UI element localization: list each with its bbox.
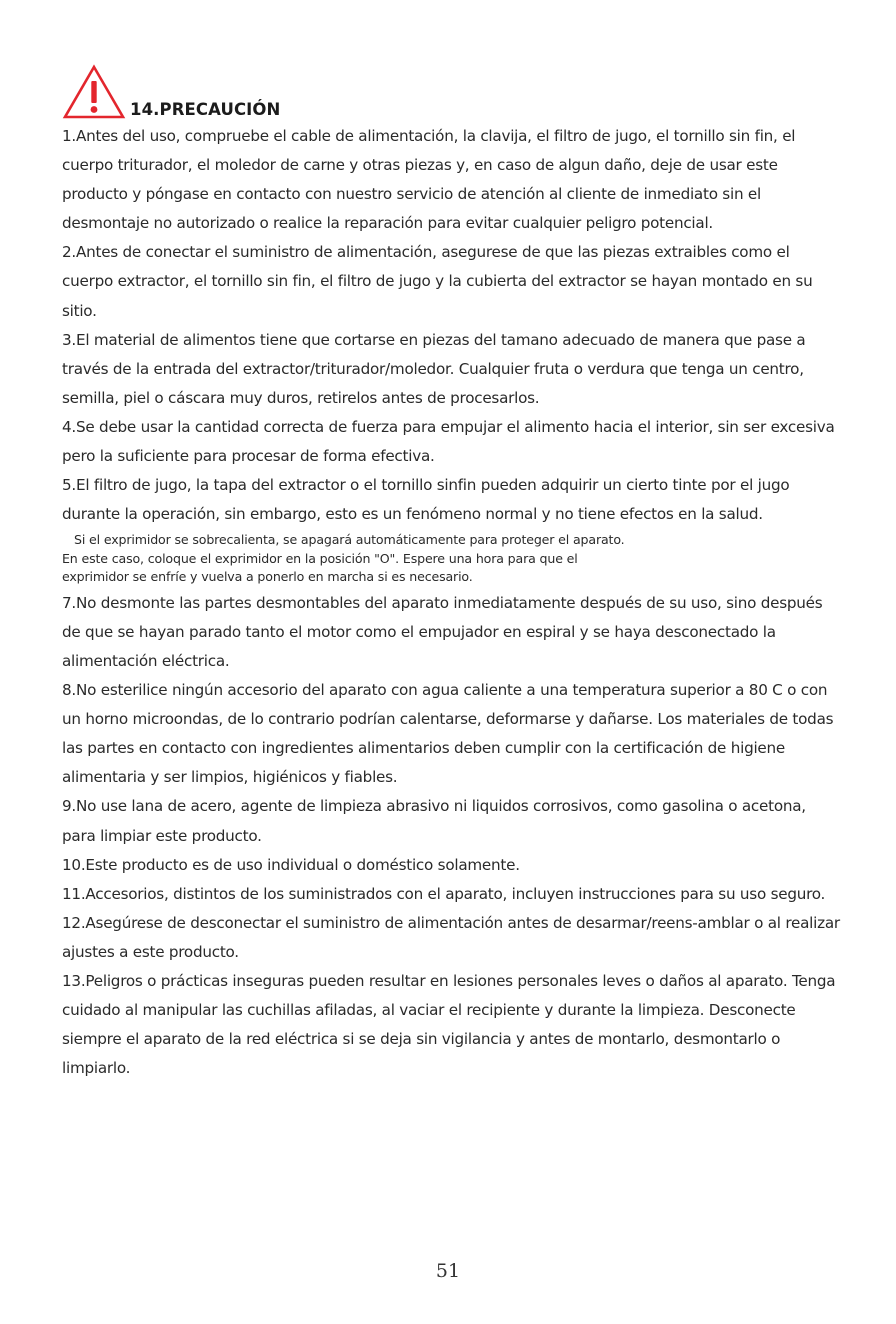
warning-triangle-icon [62,64,126,120]
overheat-note-line: En este caso, coloque el exprimidor en la posición "O". Espere una hora para que el [62,550,578,566]
overheat-note-line: Si el exprimidor se sobrecalienta, se apagará automáticamente para proteger el aparato. [74,532,625,548]
precaution-item: 12.Asegúrese de desconectar el suministro de alimentación antes de desarmar/reens-amblar o al realizar ajustes a este producto. [62,913,840,961]
precaution-item: 10.Este producto es de uso individual o doméstico solamente. [62,855,520,874]
precaution-item: 8.No esterilice ningún accesorio del aparato con agua caliente a una temperatura superior a 80 C o con un horno microondas, de lo contrario podrían calentarse, deformarse y dañarse. Los materiales de todas las partes en contacto con ingredientes alimentarios deben cumplir con la certificación de higiene alimentaria y ser limpios, higiénicos y fiables. [62,681,834,787]
overheat-note [62,531,840,587]
precaution-item: 1.Antes del uso, compruebe el cable de alimentación, la clavija, el filtro de jugo, el tornillo sin fin, el cuerpo triturador, el moledor de carne y otras piezas y, en caso de algun daño, deje de usar este producto y póngase en contacto con nuestro servicio de atención al cliente de inmediato sin el desmontaje no autorizado o realice la reparación para evitar cualquier peligro potencial. [62,127,796,233]
precaution-item: 11.Accesorios, distintos de los suministrados con el aparato, incluyen instrucciones para su uso seguro. [62,884,826,903]
precaution-item: 2.Antes de conectar el suministro de alimentación, asegurese de que las piezas extraibles como el cuerpo extractor, el tornillo sin fin, el filtro de jugo y la cubierta del extractor se hayan montado en su sitio. [62,243,813,320]
precautions-list [62,122,840,1083]
precaution-item: 9.No use lana de acero, agente de limpieza abrasivo ni liquidos corrosivos, como gasolina o acetona, para limpiar este producto. [62,797,806,845]
page-number: 51 [435,1260,461,1282]
section-title: 14.PRECAUCIÓN [130,100,281,119]
precaution-item: 13.Peligros o prácticas inseguras pueden resultar en lesiones personales leves o daños al aparato. Tenga cuidado al manipular las cuchillas afiladas, al vaciar el recipiente y durante la limpieza. Desconecte siempre el aparato de la red eléctrica si se deja sin vigilancia y antes de montarlo, desmontarlo o limpiarlo. [62,972,836,1078]
precaution-item: 5.El filtro de jugo, la tapa del extractor o el tornillo sinfin pueden adquirir un cierto tinte por el jugo durante la operación, sin embargo, esto es un fenómeno normal y no tiene efectos en la salud. [62,476,790,524]
section-heading [62,60,280,120]
precaution-item: 3.El material de alimentos tiene que cortarse en piezas del tamano adecuado de manera que pase a través de la entrada del extractor/triturador/moledor. Cualquier fruta o verdura que tenga un centro, semilla, piel o cáscara muy duros, retirelos antes de procesarlos. [62,330,806,407]
precaution-item: 7.No desmonte las partes desmontables del aparato inmediatamente después de su uso, sino después de que se hayan parado tanto el motor como el empujador en espiral y se haya desconectado la alimentación eléctrica. [62,593,823,670]
overheat-note-line: exprimidor se enfríe y vuelva a ponerlo en marcha si es necesario. [62,569,473,585]
precaution-item: 4.Se debe usar la cantidad correcta de fuerza para empujar el alimento hacia el interior, sin ser excesiva pero la suficiente para procesar de forma efectiva. [62,417,835,466]
